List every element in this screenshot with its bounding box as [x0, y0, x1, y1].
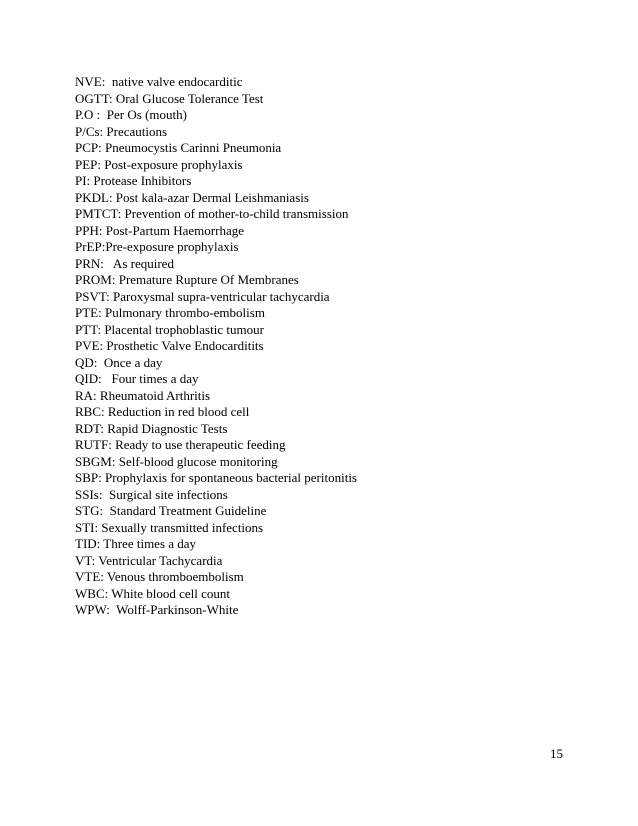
abbreviation-entry: PrEP:Pre-exposure prophylaxis [75, 239, 239, 254]
abbreviation-entry: QID: Four times a day [75, 371, 199, 386]
abbreviation-entry: NVE: native valve endocarditic [75, 74, 243, 89]
abbreviation-entry: PVE: Prosthetic Valve Endocarditits [75, 338, 264, 353]
abbreviation-entry: RDT: Rapid Diagnostic Tests [75, 420, 228, 436]
abbreviation-entry: PTT: Placental trophoblastic tumour [75, 321, 264, 337]
abbreviation-entry: P.O : Per Os (mouth) [75, 107, 187, 122]
abbreviation-entry: SBGM: Self-blood glucose monitoring [75, 453, 278, 469]
abbreviation-entry: PPH: Post-Partum Haemorrhage [75, 222, 244, 238]
page-number: 15 [550, 746, 563, 761]
abbreviation-entry: STI: Sexually transmitted infections [75, 519, 264, 535]
abbreviation-entry: P/Cs: Precautions [75, 123, 168, 139]
abbreviation-entry: SBP: Prophylaxis for spontaneous bacterial peritonitis [75, 470, 357, 485]
abbreviation-entry: RUTF: Ready to use therapeutic feeding [75, 437, 286, 452]
abbreviation-entry: PCP: Pneumocystis Carinni Pneumonia [75, 140, 282, 155]
abbreviation-entry: PTE: Pulmonary thrombo-embolism [75, 305, 265, 320]
abbreviation-entry: VT: Ventricular Tachycardia [75, 552, 223, 568]
abbreviation-entry: QD: Once a day [75, 354, 163, 370]
abbreviation-entry: PRN: As required [75, 255, 174, 271]
abbreviation-entry: PI: Protease Inhibitors [75, 173, 192, 188]
abbreviation-entry: PKDL: Post kala-azar Dermal Leishmaniasis [75, 189, 309, 205]
abbreviation-entry: RBC: Reduction in red blood cell [75, 404, 250, 419]
abbreviation-entry: TID: Three times a day [75, 536, 197, 551]
abbreviation-entry: OGTT: Oral Glucose Tolerance Test [75, 90, 264, 106]
abbreviation-entry: WPW: Wolff-Parkinson-White [75, 602, 239, 617]
abbreviation-entry: VTE: Venous thromboembolism [75, 569, 244, 584]
abbreviation-entry: RA: Rheumatoid Arthritis [75, 387, 211, 403]
abbreviation-entry: WBC: White blood cell count [75, 585, 231, 601]
abbreviation-entry: SSIs: Surgical site infections [75, 486, 228, 502]
abbreviation-entry: PMTCT: Prevention of mother-to-child transmission [75, 206, 349, 221]
abbreviation-list [75, 74, 357, 619]
abbreviation-entry: STG: Standard Treatment Guideline [75, 503, 267, 518]
abbreviation-entry: PEP: Post-exposure prophylaxis [75, 156, 243, 172]
abbreviation-entry: PSVT: Paroxysmal supra-ventricular tachycardia [75, 288, 330, 304]
abbreviation-entry: PROM: Premature Rupture Of Membranes [75, 272, 299, 287]
